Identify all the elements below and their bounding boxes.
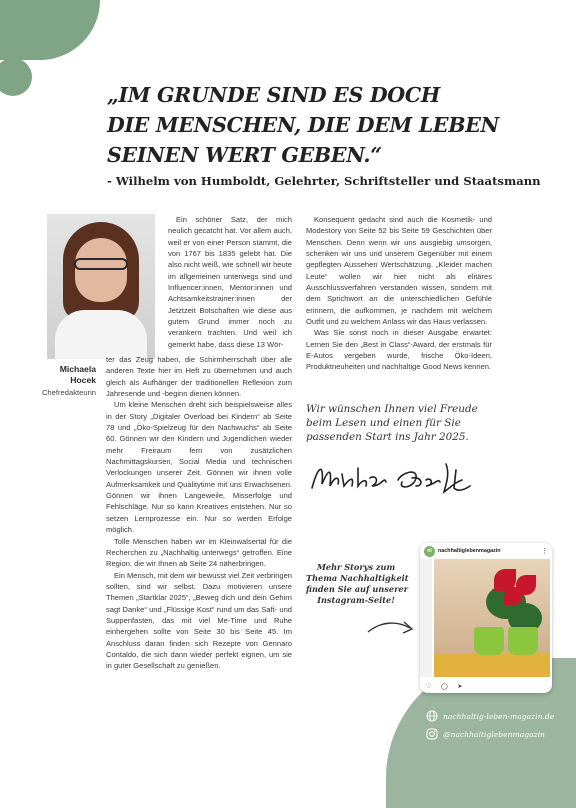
globe-icon bbox=[426, 710, 438, 722]
paragraph: Was Sie sonst noch in dieser Ausgabe erwartet: Lernen Sie den „Best in Class“-Award, der erstmals für E-Autos vergeben wurde, frische Öko-Ideen, Produktneuheiten und nachhaltige Good News kennen. bbox=[306, 328, 492, 372]
instagram-post-image bbox=[434, 559, 550, 677]
editor-role: Chefredakteurin bbox=[41, 388, 96, 397]
paragraph: Ein Mensch, mit dem wir bewusst viel Zeit verbringen sollten, sind wir selbst. Dazu motivieren unsere Themen „Startklar 2025“, „Beweg dich und dein Gehirn sagt Danke“ und „Flüssige Kost“ rund um das Saft- und Suppenfasten, das mit viel Me-Time und Ruhe einhergehen sollte von Seite 30 bis Seite 45. Im Anschluss daran finden sich Rezepte von Gennaro Contaldo, die sich dann wieder perfekt eignen, um sie in guter Gesellschaft zu genießen. bbox=[106, 570, 292, 671]
instagram-handle: nachhaltiglebenmagazin bbox=[438, 548, 501, 554]
quote-line: SEINEN WERT GEBEN.“ bbox=[107, 143, 382, 167]
quote-author: - Wilhelm von Humboldt, Gelehrter, Schriftsteller und Staatsmann bbox=[107, 174, 541, 188]
column1-intro bbox=[168, 214, 292, 350]
more-options-icon[interactable]: ⋮ bbox=[541, 548, 548, 555]
headline-quote bbox=[107, 80, 527, 170]
paragraph: Um kleine Menschen dreht sich beispielsweise alles in der Story „Digitaler Overload bei Kindern“ ab Seite 78 und „Öko-Spielzeug für den Nachwuchs“ ab Seite 60. Gönnen wir den Kindern und Jugendlichen wieder mehr Freiraum fern von zusätzlichen Nachmittagskursen, Social Media und technischen Verlockungen unserer Zeit. Gönnen wir ihnen volle Aufmerksamkeit und Qualitytime mit uns Erwachsenen. Gönnen wir ihnen Langeweile, Misserfolge und Fehlschläge. Nur so kann Kreatives entstehen. Nur so setzen Lernprozesse ein. Nur so werden Erfolge möglich. bbox=[106, 400, 292, 535]
instagram-hint: Mehr Storys zum Thema Nachhaltigkeit finden Sie auf unserer Instagram-Seite! bbox=[306, 562, 409, 605]
paragraph: Tolle Menschen haben wir im Kleinwalsertal für die Recherchen zu „Nachhaltig unterwegs“ getroffen. Eine Region, die wir Ihnen ab Seite 24 näherbringen. bbox=[106, 536, 292, 569]
website-url: nachhaltig-leben-magazin.de bbox=[443, 711, 555, 721]
instagram-header bbox=[420, 543, 552, 559]
quote-line: „IM GRUNDE SIND ES DOCH bbox=[107, 83, 440, 107]
paragraph: ter das Zeug haben, die Schirmherrschaft über alle anderen Texte hier im Heft zu übernehmen und auch gleich als Aufhänger der traditionellen Reflexion zum Jahresende und -beginn dienen können. bbox=[106, 355, 292, 399]
corner-decoration-dot bbox=[0, 58, 32, 96]
paragraph: Ein schöner Satz, der mich neulich gecatcht hat. Vor allem auch, weil er von einer Person stammt, die von 1767 bis 1835 gelebt hat. Die also nicht weiß, wie schnell wir heute im allgemeinen unterwegs sind und Influencer:innen, Mentor:innen und Achtsamkeitstrainer:innen der Jetztzeit Botschaften wie diese aus gutem Grund immer noch zu verankern trachten. Und weil ich gemerkt habe, dass diese 13 Wör- bbox=[168, 215, 292, 349]
instagram-preview[interactable] bbox=[420, 543, 552, 693]
closing-wish: Wir wünschen Ihnen viel Freude beim Lesen und einen für Sie passenden Start ins Jahr 2025. bbox=[306, 403, 478, 443]
paragraph: Konsequent gedacht sind auch die Kosmetik- und Modestory von Seite 52 bis Seite 59 Geschichten über Menschen. Denn wenn wir uns ausgiebig umsorgen, schenken wir uns und unserem Gegenüber mit einem gepflegten Aussehen Wertschätzung. „Kleider machen Leute“ wollen wir hier nicht als elitäres Ausschlussverfahren verstanden wissen, sondern mit dem Sprichwort an die unterschiedlichen Gefühle erinnern, die aufkommen, je nachdem mit welchem Outfit und zu welchem Anlass wir das Haus verlassen. bbox=[306, 215, 492, 327]
editor-name: Michaela Hocek bbox=[59, 364, 96, 385]
quote-line: DIE MENSCHEN, DIE DEM LEBEN bbox=[107, 113, 499, 137]
contact-links bbox=[426, 708, 554, 744]
column1-body bbox=[106, 354, 292, 672]
photo-caption bbox=[30, 364, 96, 398]
instagram-link[interactable] bbox=[426, 726, 554, 742]
arrow-icon bbox=[366, 614, 418, 640]
instagram-avatar: nl bbox=[424, 546, 435, 557]
column2-body bbox=[306, 214, 492, 373]
instagram-url: @nachhaltiglebenmagazin bbox=[443, 729, 545, 739]
editor-signature bbox=[306, 452, 476, 504]
editor-photo bbox=[47, 214, 155, 359]
website-link[interactable] bbox=[426, 708, 554, 724]
instagram-actions[interactable]: ♡ ◯ ➤ bbox=[426, 684, 467, 690]
corner-decoration-top bbox=[0, 0, 100, 60]
instagram-icon bbox=[426, 728, 438, 740]
